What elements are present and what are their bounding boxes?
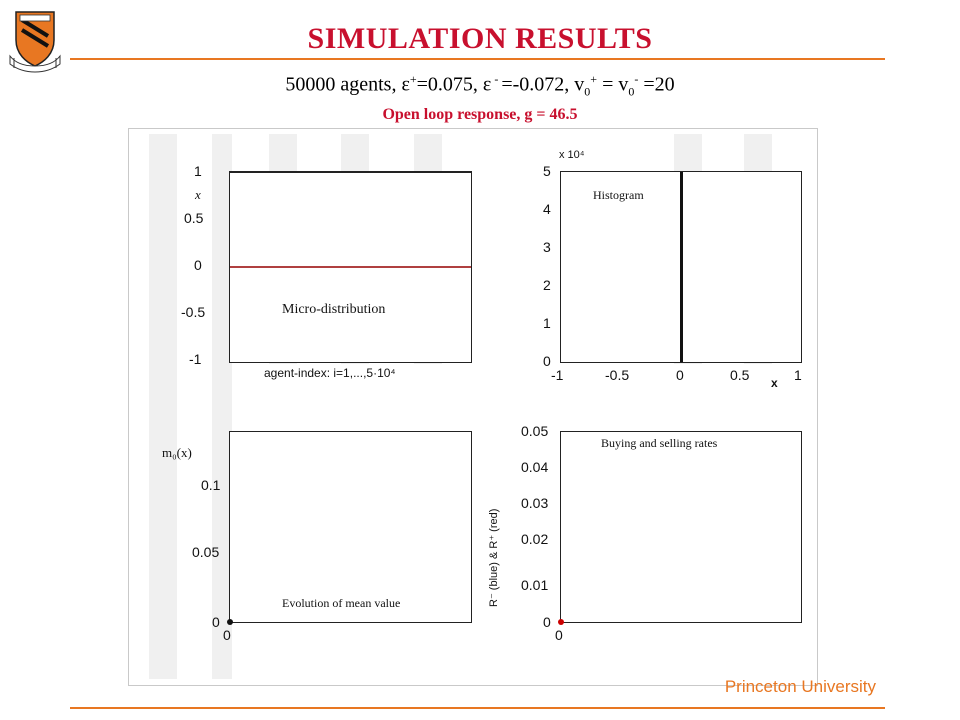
histogram-label: Histogram xyxy=(593,188,644,202)
y-tick: 0.05 xyxy=(192,544,220,560)
mean-value-plot xyxy=(229,431,472,623)
y-tick: 1 xyxy=(543,315,551,331)
v-equals: = v xyxy=(597,73,629,96)
y-tick: 1 xyxy=(194,163,202,179)
x-axis-label: x xyxy=(771,376,778,390)
x-axis-label: agent-index: i=1,...,5·10⁴ xyxy=(264,366,396,380)
top-grid-line xyxy=(230,172,471,173)
y-tick: 0.03 xyxy=(521,495,549,511)
y-tick: 3 xyxy=(543,239,551,255)
y-axis-label: x xyxy=(195,187,201,202)
slide-title: SIMULATION RESULTS xyxy=(307,22,653,55)
micro-distribution-label: Micro-distribution xyxy=(282,302,386,317)
histogram-plot xyxy=(560,171,802,363)
x-tick: 0 xyxy=(223,627,231,643)
bg-stripe xyxy=(149,134,177,679)
y-tick: 4 xyxy=(543,201,551,217)
v-plus-sub: 0 xyxy=(584,84,591,99)
y-tick: 0 xyxy=(212,614,220,630)
agents-count: 50000 agents, xyxy=(285,73,397,96)
title-divider xyxy=(70,58,885,60)
y-tick: 0.04 xyxy=(521,459,549,475)
micro-distribution-plot xyxy=(229,171,472,363)
x-tick: 1 xyxy=(794,367,802,383)
y-tick: 0 xyxy=(194,257,202,273)
mean-value-point xyxy=(227,619,233,625)
simulation-parameters xyxy=(0,72,960,100)
rates-point xyxy=(558,619,564,625)
y-axis-label: R⁻ (blue) & R⁺ (red) xyxy=(488,508,500,607)
x-tick: 0 xyxy=(555,627,563,643)
v-minus-sub: 0 xyxy=(628,84,635,99)
histogram-multiplier: x 10⁴ xyxy=(559,149,585,161)
eps-minus: ε xyxy=(482,73,492,96)
y-tick: 2 xyxy=(543,277,551,293)
v-plus-sup: + xyxy=(590,72,598,86)
y-tick: 0.01 xyxy=(521,577,549,593)
footer-institution: Princeton University xyxy=(724,677,876,696)
v-value: =20 xyxy=(638,73,675,96)
x-tick: 0 xyxy=(676,367,684,383)
v-minus-sup: - xyxy=(634,72,639,86)
eps-minus-sup: - xyxy=(491,72,502,86)
y-tick: 0.02 xyxy=(521,531,549,547)
x-tick: -1 xyxy=(551,367,564,383)
y-tick: -0.5 xyxy=(181,304,206,320)
eps-plus-sup: + xyxy=(409,72,417,86)
y-axis-label: m₀(x) xyxy=(162,445,192,460)
x-tick: 0.5 xyxy=(730,367,750,383)
y-tick: -1 xyxy=(189,351,202,367)
rates-label: Buying and selling rates xyxy=(601,436,718,450)
open-loop-caption: Open loop response, g = 46.5 xyxy=(382,106,578,123)
mean-value-label: Evolution of mean value xyxy=(282,596,401,610)
v-plus: v xyxy=(574,73,585,96)
y-tick: 0 xyxy=(543,614,551,630)
micro-distribution-line xyxy=(230,266,471,268)
eps-plus: ε xyxy=(401,73,410,96)
y-tick: 0 xyxy=(543,353,551,369)
y-tick: 5 xyxy=(543,163,551,179)
simulation-figure xyxy=(128,128,818,686)
x-tick: -0.5 xyxy=(605,367,630,383)
histogram-bar xyxy=(680,172,683,362)
y-tick: 0.5 xyxy=(184,210,204,226)
y-tick: 0.1 xyxy=(201,477,221,493)
rates-plot xyxy=(560,431,802,623)
eps-minus-value: =-0.072, xyxy=(501,73,570,96)
y-tick: 0.05 xyxy=(521,423,549,439)
eps-plus-value: =0.075, xyxy=(416,73,478,96)
bottom-divider xyxy=(70,707,885,709)
